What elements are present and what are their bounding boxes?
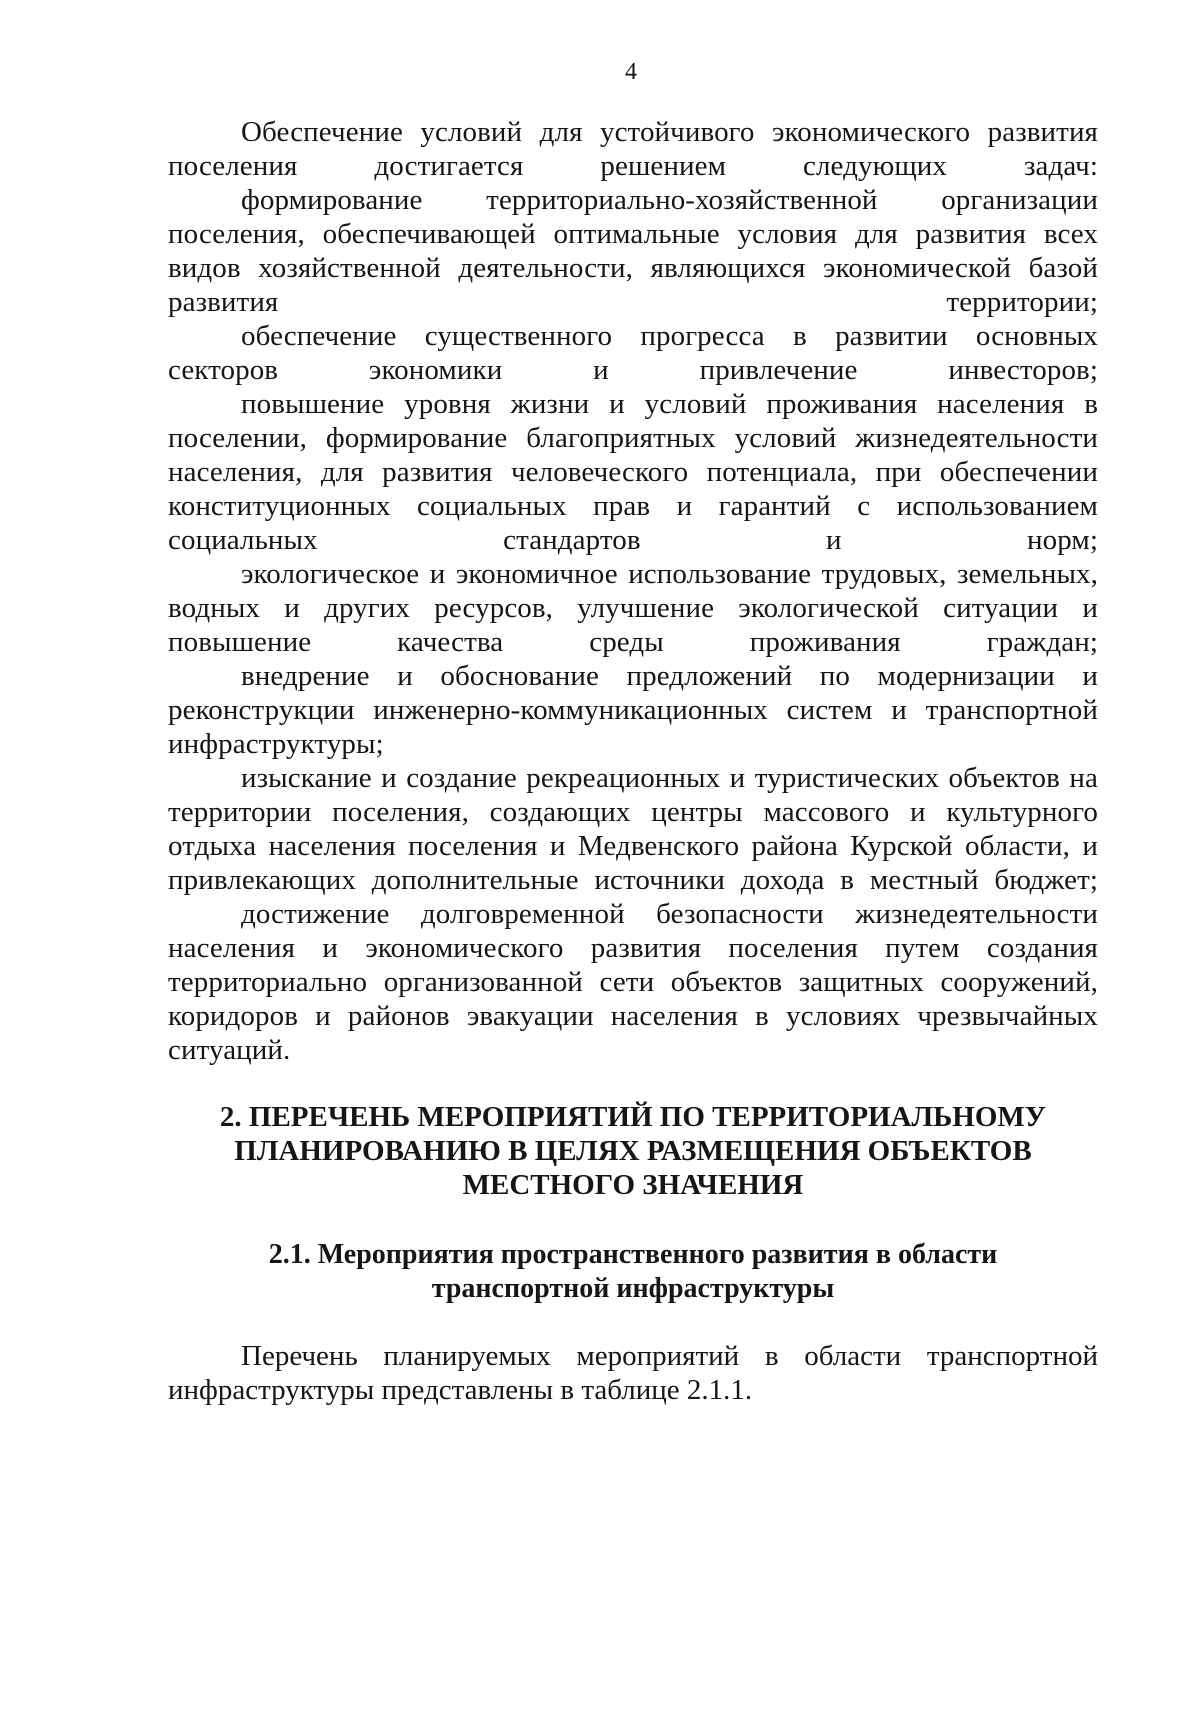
page-number: 4 <box>625 59 637 85</box>
paragraph <box>168 183 1098 319</box>
paragraph <box>168 761 1098 897</box>
paragraph <box>168 557 1098 659</box>
paragraph-text: Обеспечение условий для устойчивого экономического развития поселения достигается решением следующих задач: <box>168 116 1098 182</box>
section-heading-line: МЕСТНОГО ЗНАЧЕНИЯ <box>462 1169 804 1201</box>
subsection-text <box>168 1339 1098 1407</box>
paragraph-text: обеспечение существенного прогресса в развитии основных секторов экономики и привлечение инвесторов; <box>168 320 1098 386</box>
paragraph <box>168 659 1098 761</box>
paragraph <box>168 897 1098 1067</box>
paragraph <box>168 319 1098 387</box>
subsection-heading-line: транспортной инфраструктуры <box>431 1273 835 1304</box>
subsection-heading <box>168 1238 1098 1306</box>
section-heading <box>168 1100 1098 1202</box>
paragraph-text: формирование территориально-хозяйственной организации поселения, обеспечивающей оптимальные условия для развития всех видов хозяйственной деятельности, являющихся экономической базой развития территории; <box>168 184 1098 318</box>
paragraph <box>168 387 1098 557</box>
paragraph-text: Перечень планируемых мероприятий в области транспортной инфраструктуры представлены в таблице 2.1.1. <box>168 1340 1098 1406</box>
subsection-heading-line: 2.1. Мероприятия пространственного развития в области <box>268 1239 998 1270</box>
paragraph-text: изыскание и создание рекреационных и туристических объектов на территории поселения, создающих центры массового и культурного отдыха населения поселения и Медвенского района Курской области, и привлекающих дополнительные источники дохода в местный бюджет; <box>168 762 1098 896</box>
section-heading-line: 2. ПЕРЕЧЕНЬ МЕРОПРИЯТИЙ ПО ТЕРРИТОРИАЛЬНОМУ <box>219 1101 1047 1133</box>
section-heading-line: ПЛАНИРОВАНИЮ В ЦЕЛЯХ РАЗМЕЩЕНИЯ ОБЪЕКТОВ <box>234 1135 1032 1167</box>
paragraph-text: внедрение и обоснование предложений по модернизации и реконструкции инженерно-коммуникационных систем и транспортной инфраструктуры; <box>168 660 1098 760</box>
body-text <box>168 115 1098 1067</box>
paragraph <box>168 1339 1098 1407</box>
paragraph-text: экологическое и экономичное использование трудовых, земельных, водных и других ресурсов, улучшение экологической ситуации и повышение качества среды проживания граждан; <box>168 558 1098 658</box>
paragraph <box>168 115 1098 183</box>
paragraph-text: достижение долговременной безопасности жизнедеятельности населения и экономического развития поселения путем создания территориально организованной сети объектов защитных сооружений, коридоров и районов эвакуации населения в условиях чрезвычайных ситуаций. <box>168 898 1098 1066</box>
paragraph-text: повышение уровня жизни и условий проживания населения в поселении, формирование благоприятных условий жизнедеятельности населения, для развития человеческого потенциала, при обеспечении конституционных социальных прав и гарантий с использованием социальных стандартов и норм; <box>168 388 1098 556</box>
